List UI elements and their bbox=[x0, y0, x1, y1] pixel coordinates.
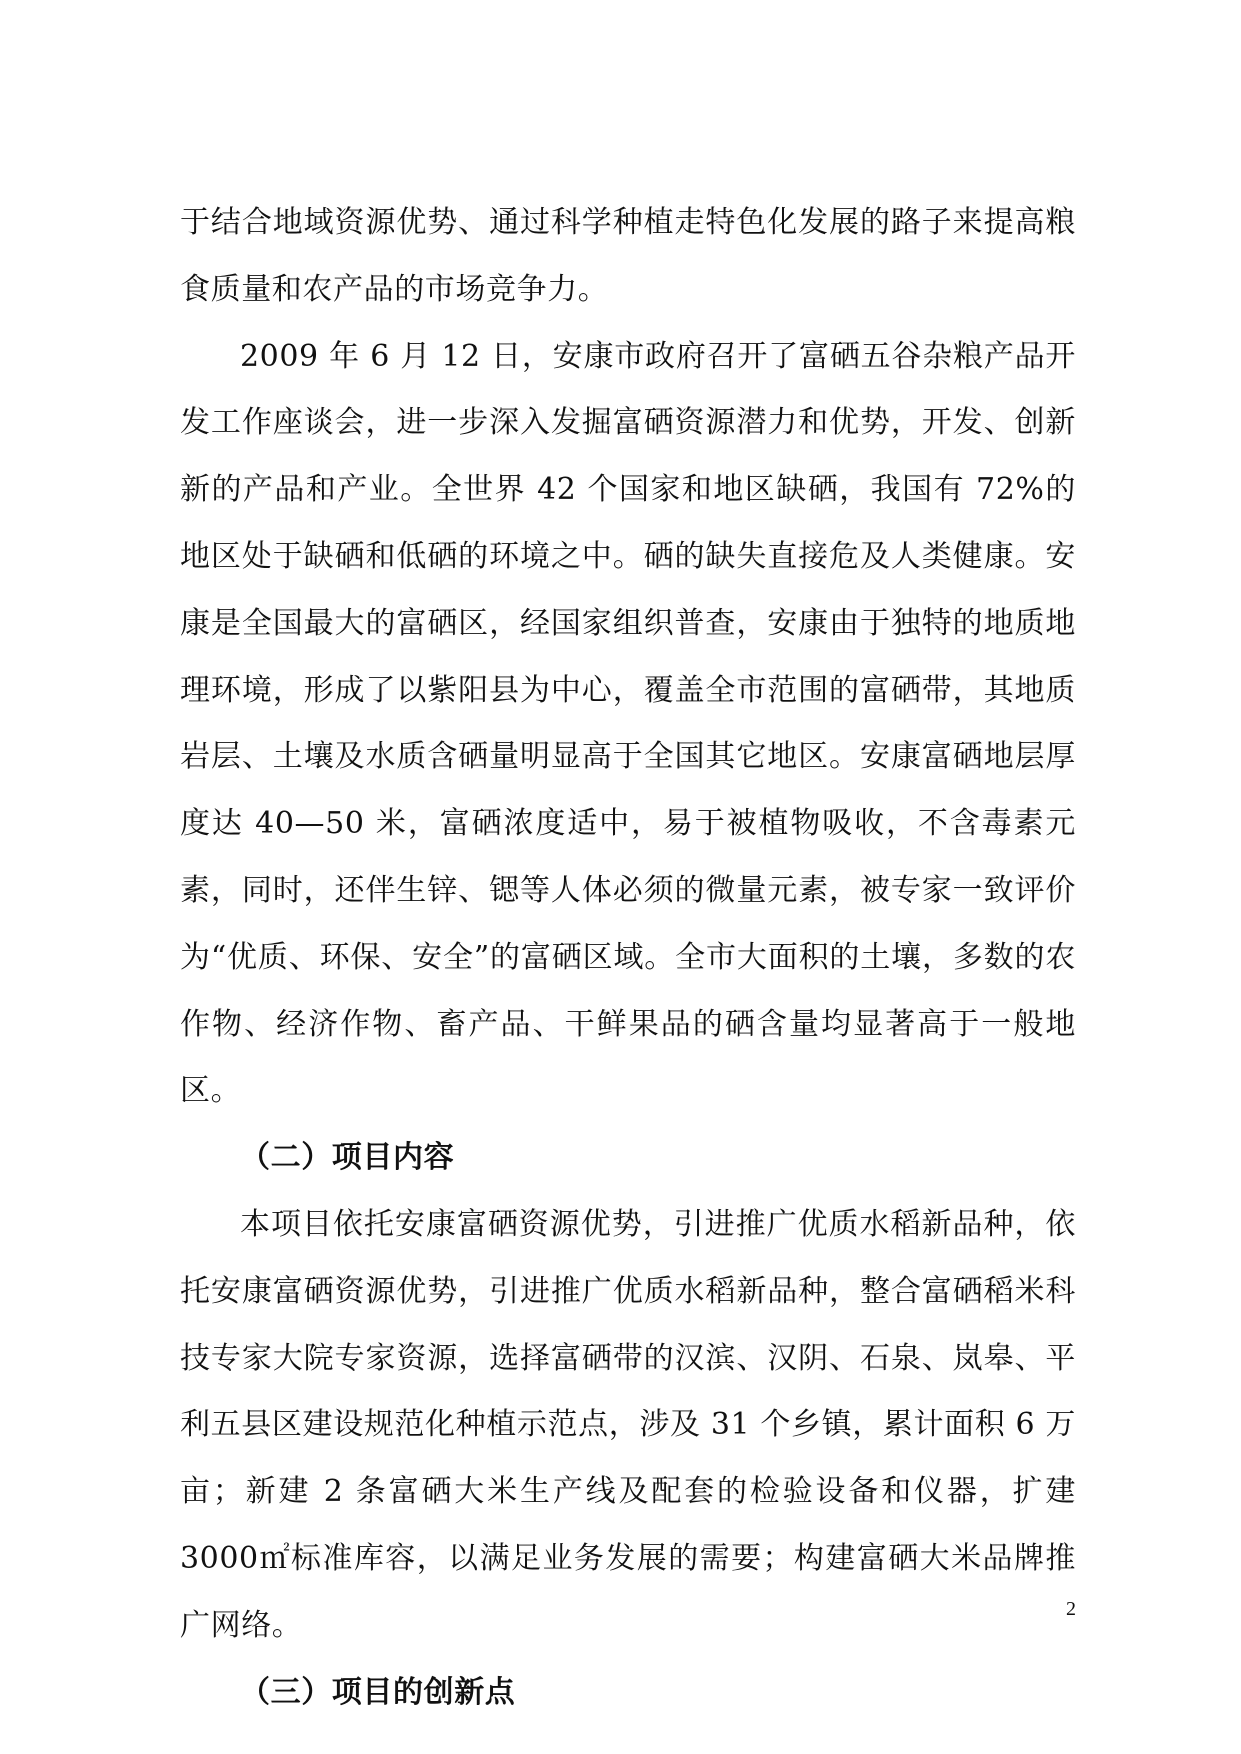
page-number: 2 bbox=[1066, 1598, 1076, 1620]
paragraph-intro-continuation: 于结合地域资源优势、通过科学种植走特色化发展的路子来提高粮食质量和农产品的市场竞争力。 bbox=[180, 205, 1076, 307]
paragraph-background: 2009 年 6 月 12 日，安康市政府召开了富硒五谷杂粮产品开发工作座谈会，进一步深入发掘富硒资源潜力和优势，开发、创新新的产品和产业。全世界 42 个国家和地区缺硒，我国有 72%的地区处于缺硒和低硒的环境之中。硒的缺失直接危及人类健康。安康是全国最大的富硒区，经国家组织普查，安康由于独特的地质地理环境，形成了以紫阳县为中心，覆盖全市范围的富硒带，其地质岩层、土壤及水质含硒量明显高于全国其它地区。安康富硒地层厚度达 40—50 米，富硒浓度适中，易于被植物吸收，不含毒素元素，同时，还伴生锌、锶等人体必须的微量元素，被专家一致评价为“优质、环保、安全”的富硒区域。全市大面积的土壤，多数的农作物、经济作物、畜产品、干鲜果品的硒含量均显著高于一般地区。 bbox=[180, 338, 1076, 1109]
document-body bbox=[180, 190, 1076, 1726]
paragraph-project-content: 本项目依托安康富硒资源优势，引进推广优质水稻新品种，依托安康富硒资源优势，引进推广优质水稻新品种，整合富硒稻米科技专家大院专家资源，选择富硒带的汉滨、汉阴、石泉、岚皋、平利五县区建设规范化种植示范点，涉及 31 个乡镇，累计面积 6 万亩；新建 2 条富硒大米生产线及配套的检验设备和仪器，扩建 3000㎡标准库容，以满足业务发展的需要；构建富硒大米品牌推广网络。 bbox=[180, 1206, 1076, 1643]
section-heading-project-content: （二）项目内容 bbox=[240, 1140, 455, 1176]
section-heading-innovation: （三）项目的创新点 bbox=[240, 1674, 516, 1710]
